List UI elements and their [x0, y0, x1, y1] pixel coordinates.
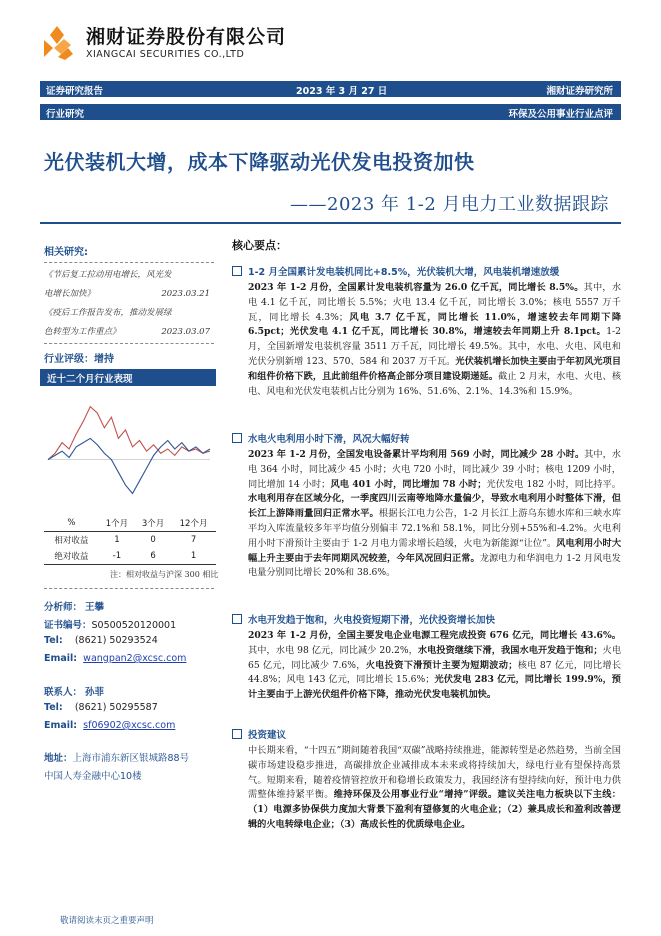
divider [44, 343, 214, 344]
table-header: % [44, 515, 99, 532]
checkbox-icon [232, 614, 242, 624]
checkbox-icon [232, 433, 242, 443]
performance-table [44, 515, 216, 565]
section-paragraph: 2023 年 1-2 月份，全国累计发电装机容量为 26.0 亿千瓦，同比增长 8.5%。其中，水电 4.1 亿千瓦，同比增长 5.5%；火电 13.4 亿千瓦，同比增长 3.0%；核电 5557 万千瓦，同比增长 4.3%；风电 3.7 亿千瓦，同比增长 11.0%，增速较去年同期下降 6.5pct；光伏发电 4.1 亿千瓦，同比增长 30.8%，增速较去年同期上升 8.1pct。1-2 月，全国新增发电装机容量 3511 万千瓦，同比增长 49.5%。其中，水电、火电、风电和光伏分别新增 123、570、584 和 2037 万千瓦。光伏装机增长加快主要由于年初风光项目和组件价格下跌，且此前组件价格高企部分项目建设期递延。截止 2 月末，水电、火电、核电、风电和光伏发电装机占比分别为 16%、51.6%、2.1%、14.3%和 15.9%。 [248, 282, 622, 397]
table-header: 3个月 [135, 515, 171, 532]
header-bar-top [40, 81, 621, 97]
page-subtitle: ——2023 年 1-2 月电力工业数据跟踪 [290, 194, 609, 215]
report-type: 证券研究报告 [46, 86, 104, 97]
email-label: Email: [44, 720, 78, 731]
analyst-label: 分析师： [44, 602, 83, 613]
title-divider [40, 222, 621, 224]
tel-label: Tel: [44, 635, 63, 646]
related-title-line2: 色转型为工作重点》 [44, 327, 121, 337]
tel-value: (8621) 50293524 [74, 635, 158, 646]
report-subcategory: 环保及公用事业行业点评 [508, 109, 613, 120]
table-header-row [44, 515, 216, 532]
table-cell: 0 [150, 535, 156, 545]
table-header: 12个月 [171, 515, 216, 532]
contact-email-line [44, 720, 175, 731]
contact-label: 联系人： [44, 687, 83, 698]
analyst-name: 王攀 [85, 602, 105, 613]
key-points-heading: 核心要点： [232, 239, 287, 252]
report-category: 行业研究 [46, 109, 85, 120]
tel-value: (8621) 50295587 [74, 702, 158, 713]
chart-title: 近十二个月行业表现 [47, 374, 133, 385]
company-name-cn: 湘财证券股份有限公司 [86, 26, 287, 48]
report-date: 2023 年 3 月 27 日 [296, 86, 388, 97]
section-heading [232, 264, 628, 278]
company-logo [40, 24, 74, 60]
related-title-line1: 《节后复工拉动用电增长，风光发 [44, 270, 172, 280]
section-heading [232, 431, 628, 445]
table-cell: 1 [114, 535, 120, 545]
section-heading [232, 727, 628, 741]
divider [44, 262, 214, 263]
page-title: 光伏装机大增，成本下降驱动光伏发电投资加快 [44, 150, 475, 174]
address-line: 中国人寿金融中心10楼 [44, 771, 142, 782]
contact-email-link[interactable]: sf06902@xcsc.com [83, 720, 176, 731]
rating-value: 增持 [94, 354, 114, 365]
contact-tel-line [44, 702, 158, 713]
chart-series-line-2 [48, 438, 210, 493]
checkbox-icon [232, 729, 242, 739]
address-label: 地址： [44, 753, 73, 764]
rating-label: 行业评级： [44, 354, 94, 365]
section-paragraph: 2023 年 1-2 月份，全国主要发电企业电源工程完成投资 676 亿元，同比增长 43.6%。其中，水电 98 亿元，同比减少 20.2%，水电投资继续下滑，我国水电开发趋于饱和；火电 65 亿元，同比减少 7.6%，火电投资下滑预计主要为短期波动；核电 87 亿元，同比增长 44.8%；风电 143 亿元，同比增长 15.6%；光伏发电 283 亿元，同比增长 199.9%，预计主要由于上游光伏组件价格下降，推动光伏发电装机加快。 [248, 630, 622, 701]
institute-name: 湘财证券研究所 [546, 86, 613, 97]
analyst-line [44, 599, 104, 613]
email-label: Email: [44, 653, 78, 664]
contact-line [44, 684, 104, 698]
section-title: 1-2 月全国累计发电装机同比+8.5%，光伏装机大增，风电装机增速放缓 [248, 267, 560, 278]
related-item[interactable] [44, 266, 214, 304]
section-paragraph: 2023 年 1-2 月份，全国发电设备累计平均利用 569 小时，同比减少 28 小时。其中，水电 364 小时，同比减少 45 小时；火电 720 小时，同比减少 39 小时；核电 1209 小时，同比增加 14 小时；风电 401 小时，同比增加 78 小时；光伏发电 182 小时，同比持平。水电利用存在区域分化，一季度四川云南等地降水量偏少，导致水电利用小时整体下滑，但长江上游降雨量回归正常水平。根据长江电力公告，1-2 月长江上游乌东德水库和三峡水库平均入库流量较多年平均值分别偏丰 72.1%和 58.1%，同比分别+55%和-4.2%。火电利用小时下滑预计主要由于 1-2 月电力需求增长趋缓，火电为新能源“让位”。风电利用小时大幅上升主要由于去年同期风况较差，今年风况回归正常。龙源电力和华润电力 1-2 月风电发电量分别同比增长 20%和 38.6%。 [248, 449, 622, 579]
address-block [44, 750, 214, 786]
table-note: 注：相对收益与沪深 300 相比 [110, 570, 219, 579]
section-title: 水电开发趋于饱和，火电投资短期下滑，光伏投资增长加快 [248, 615, 496, 626]
section-title: 投资建议 [248, 730, 287, 741]
related-item[interactable] [44, 304, 214, 342]
table-row [44, 532, 216, 549]
cert-label: 证书编号： [44, 620, 92, 631]
related-title-line1: 《疫后工作报告发布，推动发展绿 [44, 308, 172, 318]
company-name-en: XIANGCAI SECURITIES CO.,LTD [86, 49, 245, 60]
analyst-tel-line [44, 635, 158, 646]
industry-performance-chart [44, 390, 214, 508]
cert-line [44, 617, 176, 631]
row-label: 绝对收益 [44, 548, 99, 565]
related-title-line2: 电增长加快》 [44, 289, 96, 299]
industry-rating [44, 350, 114, 365]
footer-disclaimer: 敬请阅读末页之重要声明 [60, 916, 154, 926]
section-title: 水电火电利用小时下滑，风况大幅好转 [248, 434, 410, 445]
table-cell: -1 [99, 548, 135, 565]
chart-series-line-1 [48, 407, 210, 460]
analyst-email-line [44, 653, 186, 664]
tel-label: Tel: [44, 702, 63, 713]
row-label: 相对收益 [54, 536, 89, 546]
header-bar-bottom [40, 104, 621, 120]
section-paragraph: 中长期来看，“十四五”期间随着我国“双碳”战略持续推进，能源转型是必然趋势，当前全国碳市场建设稳步推进，高碳排放企业减排成本未来或将持续加大，绿电行业有望保持高景气。短期来看，随着疫情管控放开和稳增长政策发力，我国经济有望持续向好，预计电力供需整体维持紧平衡。维持环保及公用事业行业“增持”评级。建议关注电力板块以下主线：（1）电源多协保供力度加大背景下盈利有望修复的火电企业；（2）兼具成长和盈利改善逻辑的火电转绿电企业；（3）高成长性的优质绿电企业。 [248, 745, 621, 830]
cert-value: S0500520120001 [91, 620, 177, 631]
table-cell: 6 [135, 548, 171, 565]
address-line: 上海市浦东新区银城路88号 [72, 753, 190, 764]
table-cell: 7 [190, 535, 197, 545]
contact-name: 孙菲 [85, 687, 105, 698]
table-row [44, 548, 216, 565]
analyst-email-link[interactable]: wangpan2@xcsc.com [83, 653, 187, 664]
related-research-heading: 相关研究: [44, 247, 88, 258]
table-header: 1个月 [99, 515, 135, 532]
divider [44, 588, 214, 589]
checkbox-icon [232, 266, 242, 276]
related-date: 2023.03.07 [161, 327, 210, 337]
section-heading [232, 612, 628, 626]
table-cell: 1 [171, 548, 216, 565]
related-date: 2023.03.21 [161, 289, 210, 299]
